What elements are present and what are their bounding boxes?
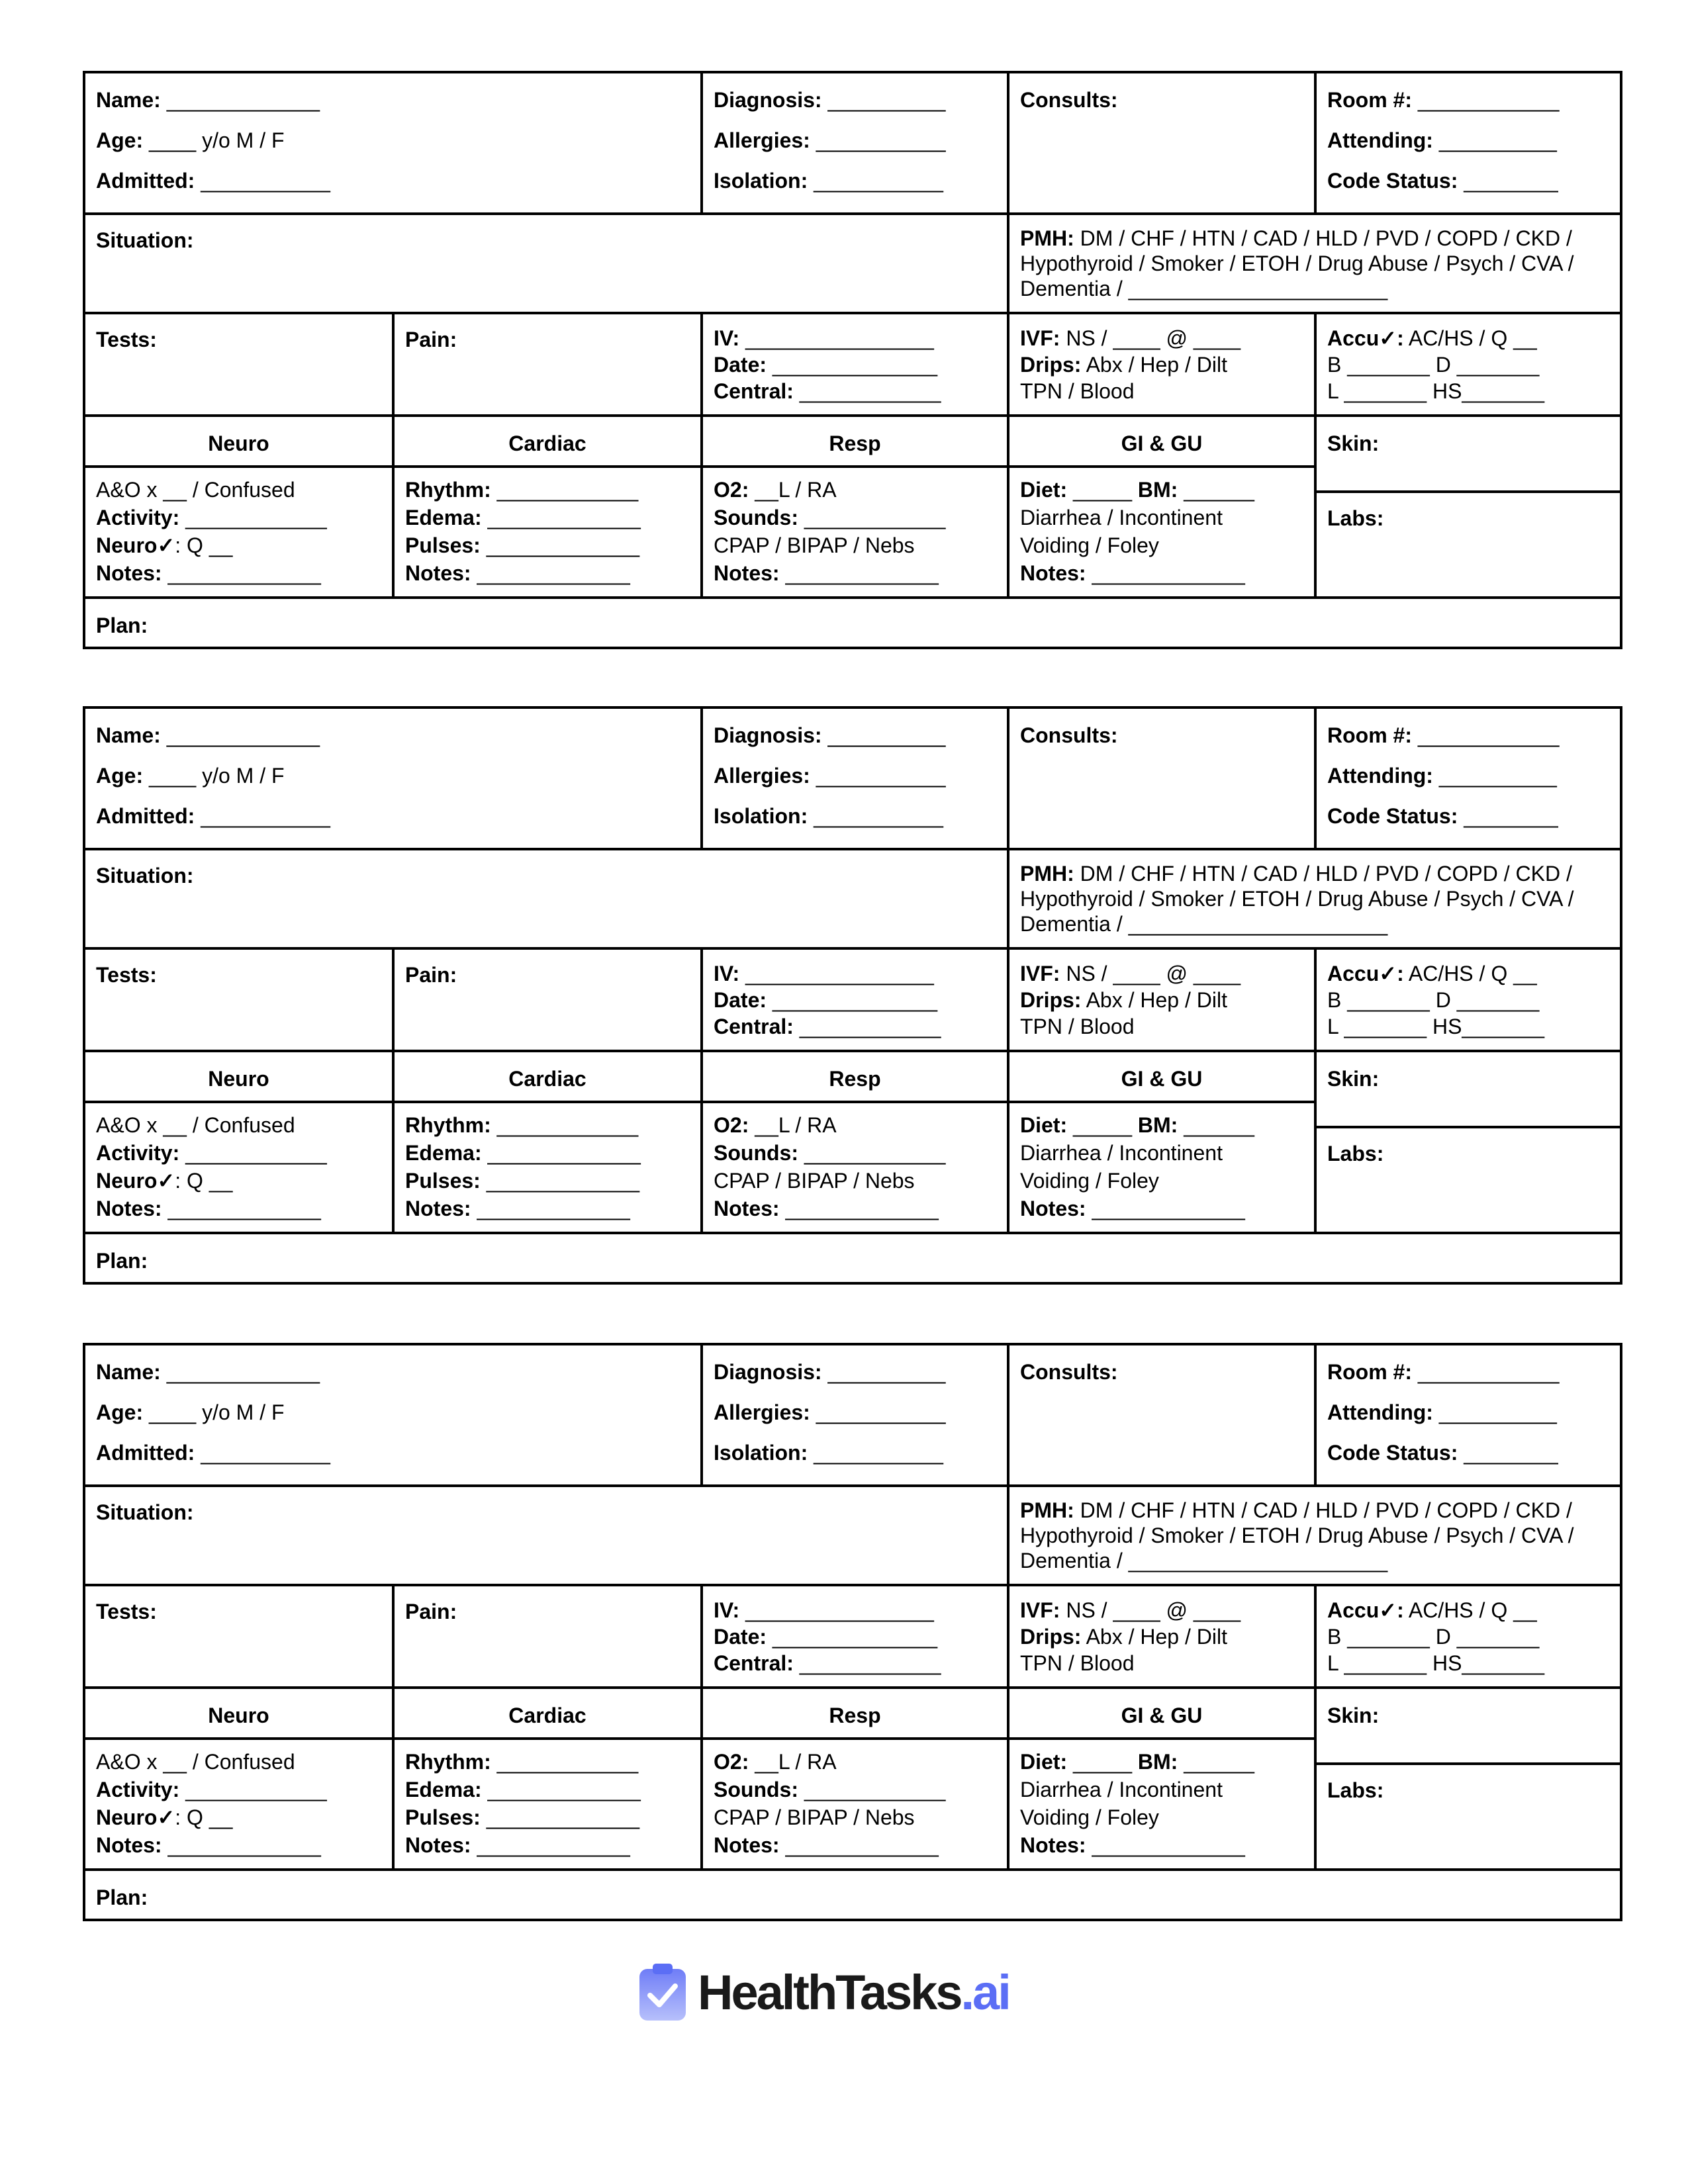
clipboard-check-icon — [637, 1962, 688, 2022]
sounds-field[interactable]: ____________ — [804, 1778, 946, 1801]
neuro-notes-field[interactable]: _____________ — [167, 1197, 321, 1220]
pmh-options[interactable]: DM / CHF / HTN / CAD / HLD / PVD / COPD / CKD / — [1080, 862, 1572, 886]
isolation-field[interactable]: ___________ — [814, 169, 943, 193]
cardiac-header: Cardiac — [508, 1704, 586, 1727]
drips-label: Drips: — [1020, 1625, 1082, 1649]
labs-label: Labs: — [1327, 1142, 1384, 1165]
accu-label: Accu✓: — [1327, 326, 1404, 350]
cardiac-notes-label: Notes: — [405, 1833, 471, 1857]
name-field[interactable]: _____________ — [166, 88, 320, 112]
activity-field[interactable]: ____________ — [185, 506, 327, 529]
skin-cell[interactable] — [1317, 417, 1620, 490]
edema-label: Edema: — [405, 1778, 482, 1801]
patient-info-cell — [85, 73, 700, 212]
voiding-options[interactable]: Voiding / Foley — [1020, 533, 1159, 557]
resp-notes-field[interactable]: _____________ — [785, 1833, 939, 1857]
consults-label: Consults: — [1020, 1360, 1118, 1384]
pmh-cell — [1009, 1487, 1620, 1584]
accu-lhs-fields[interactable]: L _______ HS_______ — [1327, 1651, 1544, 1675]
isolation-field[interactable]: ___________ — [814, 1441, 943, 1465]
neuro-notes-label: Notes: — [96, 1833, 162, 1857]
room-field[interactable]: ____________ — [1417, 88, 1560, 112]
neuro-check-label: Neuro✓ — [96, 1169, 175, 1193]
iv-cell — [703, 1586, 1007, 1686]
pulses-label: Pulses: — [405, 533, 481, 557]
consults-cell[interactable] — [1009, 1345, 1314, 1484]
rhythm-label: Rhythm: — [405, 478, 491, 502]
plan-label: Plan: — [96, 1249, 148, 1273]
ivf-cell — [1009, 1586, 1314, 1686]
gi-notes-field[interactable]: _____________ — [1092, 1197, 1245, 1220]
code-status-field[interactable]: ________ — [1464, 804, 1558, 828]
cpap-options[interactable]: CPAP / BIPAP / Nebs — [714, 1169, 915, 1193]
neuro-check-field[interactable]: : Q __ — [175, 1169, 233, 1193]
situation-cell[interactable] — [85, 850, 1007, 947]
diagnosis-field[interactable]: __________ — [827, 723, 946, 747]
pmh-options[interactable]: DM / CHF / HTN / CAD / HLD / PVD / COPD / CKD / — [1080, 1498, 1572, 1522]
neuro-check-field[interactable]: : Q __ — [175, 533, 233, 557]
diet-label: Diet: — [1020, 1750, 1068, 1774]
pulses-field[interactable]: _____________ — [486, 533, 640, 557]
skin-cell[interactable] — [1317, 1689, 1620, 1762]
gi-gu-header: GI & GU — [1121, 1067, 1203, 1091]
diarrhea-options[interactable]: Diarrhea / Incontinent — [1020, 1778, 1223, 1801]
pmh-label: PMH: — [1020, 862, 1074, 886]
tests-cell[interactable] — [85, 1586, 392, 1686]
gi-gu-cell — [1009, 1103, 1314, 1232]
resp-notes-field[interactable]: _____________ — [785, 1197, 939, 1220]
bm-field[interactable]: ______ — [1184, 1113, 1254, 1137]
cardiac-notes-field[interactable]: _____________ — [477, 1833, 630, 1857]
pain-label: Pain: — [405, 1600, 457, 1623]
iv-label: IV: — [714, 1598, 740, 1622]
skin-label: Skin: — [1327, 1704, 1380, 1727]
pain-cell[interactable] — [395, 1586, 700, 1686]
iv-cell — [703, 314, 1007, 414]
ivf-label: IVF: — [1020, 962, 1060, 985]
allergies-label: Allergies: — [714, 1400, 810, 1424]
accu-bd-fields[interactable]: B _______ D _______ — [1327, 1625, 1540, 1649]
pulses-field[interactable]: _____________ — [486, 1805, 640, 1829]
gi-notes-label: Notes: — [1020, 561, 1086, 585]
isolation-label: Isolation: — [714, 1441, 808, 1465]
pulses-label: Pulses: — [405, 1805, 481, 1829]
neuro-header: Neuro — [208, 432, 269, 455]
sounds-label: Sounds: — [714, 1778, 798, 1801]
o2-label: O2: — [714, 1113, 749, 1137]
pain-label: Pain: — [405, 328, 457, 351]
cardiac-notes-label: Notes: — [405, 561, 471, 585]
ivf-label: IVF: — [1020, 1598, 1060, 1622]
pain-cell[interactable] — [395, 314, 700, 414]
situation-label: Situation: — [96, 1500, 194, 1524]
age-field[interactable]: ____ y/o M / F — [149, 764, 285, 788]
neuro-check-field[interactable]: : Q __ — [175, 1805, 233, 1829]
neuro-header: Neuro — [208, 1067, 269, 1091]
date-label: Date: — [714, 988, 767, 1012]
accu-cell — [1317, 1586, 1620, 1686]
labs-cell[interactable] — [1317, 1765, 1620, 1868]
pmh-options-2[interactable]: Hypothyroid / Smoker / ETOH / Drug Abuse / Psych / CVA / — [1020, 1524, 1574, 1547]
central-field[interactable]: ____________ — [799, 379, 941, 403]
situation-label: Situation: — [96, 864, 194, 887]
isolation-label: Isolation: — [714, 169, 808, 193]
gi-gu-header: GI & GU — [1121, 1704, 1203, 1727]
healthtasks-logo — [637, 1962, 1009, 2022]
isolation-field[interactable]: ___________ — [814, 804, 943, 828]
diagnosis-field[interactable]: __________ — [827, 1360, 946, 1384]
central-label: Central: — [714, 1015, 794, 1038]
sounds-field[interactable]: ____________ — [804, 1141, 946, 1165]
room-cell — [1317, 709, 1620, 848]
resp-cell — [703, 468, 1007, 596]
pmh-other-field[interactable]: Dementia / ______________________ — [1020, 277, 1388, 300]
neuro-cell — [85, 1740, 392, 1868]
activity-field[interactable]: ____________ — [185, 1778, 327, 1801]
o2-label: O2: — [714, 478, 749, 502]
resp-header: Resp — [829, 1704, 881, 1727]
drips-options-2[interactable]: TPN / Blood — [1020, 1015, 1135, 1038]
accu-label: Accu✓: — [1327, 1598, 1404, 1622]
edema-field[interactable]: _____________ — [487, 1141, 641, 1165]
neuro-header: Neuro — [208, 1704, 269, 1727]
patient-sheet-3 — [83, 1343, 1622, 1921]
rhythm-label: Rhythm: — [405, 1750, 491, 1774]
drips-options[interactable]: Abx / Hep / Dilt — [1086, 353, 1227, 377]
consults-cell[interactable] — [1009, 73, 1314, 212]
date-field[interactable]: ______________ — [772, 988, 938, 1012]
gi-notes-label: Notes: — [1020, 1197, 1086, 1220]
situation-label: Situation: — [96, 228, 194, 252]
age-field[interactable]: ____ y/o M / F — [149, 128, 285, 152]
attending-label: Attending: — [1327, 128, 1433, 152]
central-label: Central: — [714, 379, 794, 403]
date-label: Date: — [714, 353, 767, 377]
accu-freq-field[interactable]: AC/HS / Q __ — [1408, 326, 1537, 350]
allergies-label: Allergies: — [714, 764, 810, 788]
accu-cell — [1317, 950, 1620, 1050]
resp-notes-field[interactable]: _____________ — [785, 561, 939, 585]
attending-label: Attending: — [1327, 764, 1433, 788]
edema-field[interactable]: _____________ — [487, 1778, 641, 1801]
room-field[interactable]: ____________ — [1417, 1360, 1560, 1384]
age-label: Age: — [96, 764, 144, 788]
resp-notes-label: Notes: — [714, 1197, 780, 1220]
plan-cell[interactable] — [85, 599, 1620, 647]
pmh-cell — [1009, 215, 1620, 312]
pmh-other-field[interactable]: Dementia / ______________________ — [1020, 912, 1388, 936]
pmh-cell — [1009, 850, 1620, 947]
logo-brand-text: HealthTasks — [698, 1964, 961, 2020]
iv-field[interactable]: ________________ — [745, 1598, 934, 1622]
diagnosis-cell — [703, 709, 1007, 848]
patient-sheet-2 — [83, 706, 1622, 1285]
resp-cell — [703, 1103, 1007, 1232]
skin-cell[interactable] — [1317, 1052, 1620, 1126]
ivf-field[interactable]: NS / ____ @ ____ — [1066, 1598, 1241, 1622]
admitted-field[interactable]: ___________ — [201, 804, 330, 828]
cardiac-notes-field[interactable]: _____________ — [477, 1197, 630, 1220]
rhythm-field[interactable]: ____________ — [496, 478, 639, 502]
name-field[interactable]: _____________ — [166, 723, 320, 747]
admitted-field[interactable]: ___________ — [201, 169, 330, 193]
voiding-options[interactable]: Voiding / Foley — [1020, 1805, 1159, 1829]
admitted-field[interactable]: ___________ — [201, 1441, 330, 1465]
tests-label: Tests: — [96, 963, 157, 987]
pmh-options-2[interactable]: Hypothyroid / Smoker / ETOH / Drug Abuse / Psych / CVA / — [1020, 251, 1574, 275]
cardiac-header: Cardiac — [508, 1067, 586, 1091]
tests-cell[interactable] — [85, 950, 392, 1050]
age-label: Age: — [96, 1400, 144, 1424]
admitted-label: Admitted: — [96, 804, 195, 828]
room-label: Room #: — [1327, 1360, 1412, 1384]
labs-cell[interactable] — [1317, 493, 1620, 596]
attending-field[interactable]: __________ — [1438, 128, 1557, 152]
activity-label: Activity: — [96, 1141, 180, 1165]
diagnosis-label: Diagnosis: — [714, 723, 822, 747]
diarrhea-options[interactable]: Diarrhea / Incontinent — [1020, 506, 1223, 529]
neuro-cell — [85, 468, 392, 596]
pain-cell[interactable] — [395, 950, 700, 1050]
tests-cell[interactable] — [85, 314, 392, 414]
allergies-field[interactable]: ___________ — [816, 764, 946, 788]
consults-label: Consults: — [1020, 723, 1118, 747]
cardiac-header: Cardiac — [508, 432, 586, 455]
pulses-label: Pulses: — [405, 1169, 481, 1193]
bm-label: BM: — [1137, 1113, 1178, 1137]
gi-gu-cell — [1009, 468, 1314, 596]
central-label: Central: — [714, 1651, 794, 1675]
edema-label: Edema: — [405, 506, 482, 529]
diagnosis-cell — [703, 73, 1007, 212]
pulses-field[interactable]: _____________ — [486, 1169, 640, 1193]
accu-freq-field[interactable]: AC/HS / Q __ — [1408, 1598, 1537, 1622]
name-label: Name: — [96, 1360, 161, 1384]
diagnosis-cell — [703, 1345, 1007, 1484]
activity-field[interactable]: ____________ — [185, 1141, 327, 1165]
ivf-label: IVF: — [1020, 326, 1060, 350]
name-label: Name: — [96, 723, 161, 747]
allergies-field[interactable]: ___________ — [816, 128, 946, 152]
accu-bd-fields[interactable]: B _______ D _______ — [1327, 988, 1540, 1012]
ao-field[interactable]: A&O x __ / Confused — [96, 1113, 295, 1137]
drips-label: Drips: — [1020, 353, 1082, 377]
pmh-options[interactable]: DM / CHF / HTN / CAD / HLD / PVD / COPD / CKD / — [1080, 226, 1572, 250]
patient-info-cell — [85, 1345, 700, 1484]
bm-label: BM: — [1137, 1750, 1178, 1774]
patient-info-cell — [85, 709, 700, 848]
resp-header: Resp — [829, 1067, 881, 1091]
drips-label: Drips: — [1020, 988, 1082, 1012]
drips-options[interactable]: Abx / Hep / Dilt — [1086, 1625, 1227, 1649]
age-field[interactable]: ____ y/o M / F — [149, 1400, 285, 1424]
neuro-check-label: Neuro✓ — [96, 533, 175, 557]
bm-field[interactable]: ______ — [1184, 1750, 1254, 1774]
pmh-options-2[interactable]: Hypothyroid / Smoker / ETOH / Drug Abuse / Psych / CVA / — [1020, 887, 1574, 911]
central-field[interactable]: ____________ — [799, 1651, 941, 1675]
accu-freq-field[interactable]: AC/HS / Q __ — [1408, 962, 1537, 985]
allergies-field[interactable]: ___________ — [816, 1400, 946, 1424]
gi-notes-field[interactable]: _____________ — [1092, 561, 1245, 585]
plan-label: Plan: — [96, 1886, 148, 1909]
iv-field[interactable]: ________________ — [745, 962, 934, 985]
drips-options-2[interactable]: TPN / Blood — [1020, 1651, 1135, 1675]
bm-field[interactable]: ______ — [1184, 478, 1254, 502]
cardiac-cell — [395, 1103, 700, 1232]
pain-label: Pain: — [405, 963, 457, 987]
code-status-label: Code Status: — [1327, 1441, 1458, 1465]
drips-options[interactable]: Abx / Hep / Dilt — [1086, 988, 1227, 1012]
cpap-options[interactable]: CPAP / BIPAP / Nebs — [714, 1805, 915, 1829]
diet-label: Diet: — [1020, 1113, 1068, 1137]
neuro-cell — [85, 1103, 392, 1232]
central-field[interactable]: ____________ — [799, 1015, 941, 1038]
room-cell — [1317, 1345, 1620, 1484]
diet-field[interactable]: _____ — [1073, 1113, 1132, 1137]
isolation-label: Isolation: — [714, 804, 808, 828]
gi-notes-label: Notes: — [1020, 1833, 1086, 1857]
accu-lhs-fields[interactable]: L _______ HS_______ — [1327, 379, 1544, 403]
rhythm-field[interactable]: ____________ — [496, 1750, 639, 1774]
room-label: Room #: — [1327, 723, 1412, 747]
date-field[interactable]: ______________ — [772, 1625, 938, 1649]
pmh-label: PMH: — [1020, 226, 1074, 250]
accu-lhs-fields[interactable]: L _______ HS_______ — [1327, 1015, 1544, 1038]
gi-gu-header: GI & GU — [1121, 432, 1203, 455]
pmh-label: PMH: — [1020, 1498, 1074, 1522]
cardiac-notes-label: Notes: — [405, 1197, 471, 1220]
ao-field[interactable]: A&O x __ / Confused — [96, 478, 295, 502]
attending-field[interactable]: __________ — [1438, 1400, 1557, 1424]
neuro-notes-label: Notes: — [96, 1197, 162, 1220]
gi-notes-field[interactable]: _____________ — [1092, 1833, 1245, 1857]
sounds-label: Sounds: — [714, 1141, 798, 1165]
labs-cell[interactable] — [1317, 1128, 1620, 1232]
code-status-field[interactable]: ________ — [1464, 1441, 1558, 1465]
drips-options-2[interactable]: TPN / Blood — [1020, 379, 1135, 403]
resp-notes-label: Notes: — [714, 561, 780, 585]
iv-label: IV: — [714, 962, 740, 985]
logo-suffix-text: .ai — [961, 1964, 1009, 2020]
cpap-options[interactable]: CPAP / BIPAP / Nebs — [714, 533, 915, 557]
diet-field[interactable]: _____ — [1073, 1750, 1132, 1774]
bm-label: BM: — [1137, 478, 1178, 502]
resp-cell — [703, 1740, 1007, 1868]
o2-field[interactable]: __L / RA — [755, 1113, 837, 1137]
accu-cell — [1317, 314, 1620, 414]
name-label: Name: — [96, 88, 161, 112]
diagnosis-label: Diagnosis: — [714, 1360, 822, 1384]
neuro-check-label: Neuro✓ — [96, 1805, 175, 1829]
rhythm-field[interactable]: ____________ — [496, 1113, 639, 1137]
plan-label: Plan: — [96, 614, 148, 637]
attending-field[interactable]: __________ — [1438, 764, 1557, 788]
ivf-cell — [1009, 950, 1314, 1050]
accu-label: Accu✓: — [1327, 962, 1404, 985]
iv-label: IV: — [714, 326, 740, 350]
code-status-label: Code Status: — [1327, 804, 1458, 828]
plan-cell[interactable] — [85, 1871, 1620, 1919]
attending-label: Attending: — [1327, 1400, 1433, 1424]
resp-notes-label: Notes: — [714, 1833, 780, 1857]
tests-label: Tests: — [96, 1600, 157, 1623]
age-label: Age: — [96, 128, 144, 152]
allergies-label: Allergies: — [714, 128, 810, 152]
edema-label: Edema: — [405, 1141, 482, 1165]
date-field[interactable]: ______________ — [772, 353, 938, 377]
admitted-label: Admitted: — [96, 1441, 195, 1465]
neuro-notes-field[interactable]: _____________ — [167, 561, 321, 585]
tests-label: Tests: — [96, 328, 157, 351]
diarrhea-options[interactable]: Diarrhea / Incontinent — [1020, 1141, 1223, 1165]
iv-field[interactable]: ________________ — [745, 326, 934, 350]
neuro-notes-label: Notes: — [96, 561, 162, 585]
activity-label: Activity: — [96, 506, 180, 529]
labs-label: Labs: — [1327, 506, 1384, 530]
diagnosis-label: Diagnosis: — [714, 88, 822, 112]
skin-label: Skin: — [1327, 1067, 1380, 1091]
skin-label: Skin: — [1327, 432, 1380, 455]
cardiac-cell — [395, 1740, 700, 1868]
room-field[interactable]: ____________ — [1417, 723, 1560, 747]
edema-field[interactable]: _____________ — [487, 506, 641, 529]
room-cell — [1317, 73, 1620, 212]
consults-label: Consults: — [1020, 88, 1118, 112]
voiding-options[interactable]: Voiding / Foley — [1020, 1169, 1159, 1193]
code-status-field[interactable]: ________ — [1464, 169, 1558, 193]
ao-field[interactable]: A&O x __ / Confused — [96, 1750, 295, 1774]
o2-field[interactable]: __L / RA — [755, 1750, 837, 1774]
cardiac-notes-field[interactable]: _____________ — [477, 561, 630, 585]
consults-cell[interactable] — [1009, 709, 1314, 848]
resp-header: Resp — [829, 432, 881, 455]
situation-cell[interactable] — [85, 215, 1007, 312]
ivf-field[interactable]: NS / ____ @ ____ — [1066, 962, 1241, 985]
code-status-label: Code Status: — [1327, 169, 1458, 193]
activity-label: Activity: — [96, 1778, 180, 1801]
neuro-notes-field[interactable]: _____________ — [167, 1833, 321, 1857]
name-field[interactable]: _____________ — [166, 1360, 320, 1384]
cardiac-cell — [395, 468, 700, 596]
labs-label: Labs: — [1327, 1778, 1384, 1802]
situation-cell[interactable] — [85, 1487, 1007, 1584]
ivf-field[interactable]: NS / ____ @ ____ — [1066, 326, 1241, 350]
sounds-label: Sounds: — [714, 506, 798, 529]
iv-cell — [703, 950, 1007, 1050]
ivf-cell — [1009, 314, 1314, 414]
date-label: Date: — [714, 1625, 767, 1649]
pmh-other-field[interactable]: Dementia / ______________________ — [1020, 1549, 1388, 1572]
patient-sheet-1 — [83, 71, 1622, 649]
accu-bd-fields[interactable]: B _______ D _______ — [1327, 353, 1540, 377]
plan-cell[interactable] — [85, 1234, 1620, 1282]
gi-gu-cell — [1009, 1740, 1314, 1868]
room-label: Room #: — [1327, 88, 1412, 112]
diet-label: Diet: — [1020, 478, 1068, 502]
diet-field[interactable]: _____ — [1073, 478, 1132, 502]
admitted-label: Admitted: — [96, 169, 195, 193]
diagnosis-field[interactable]: __________ — [827, 88, 946, 112]
o2-label: O2: — [714, 1750, 749, 1774]
rhythm-label: Rhythm: — [405, 1113, 491, 1137]
sounds-field[interactable]: ____________ — [804, 506, 946, 529]
o2-field[interactable]: __L / RA — [755, 478, 837, 502]
